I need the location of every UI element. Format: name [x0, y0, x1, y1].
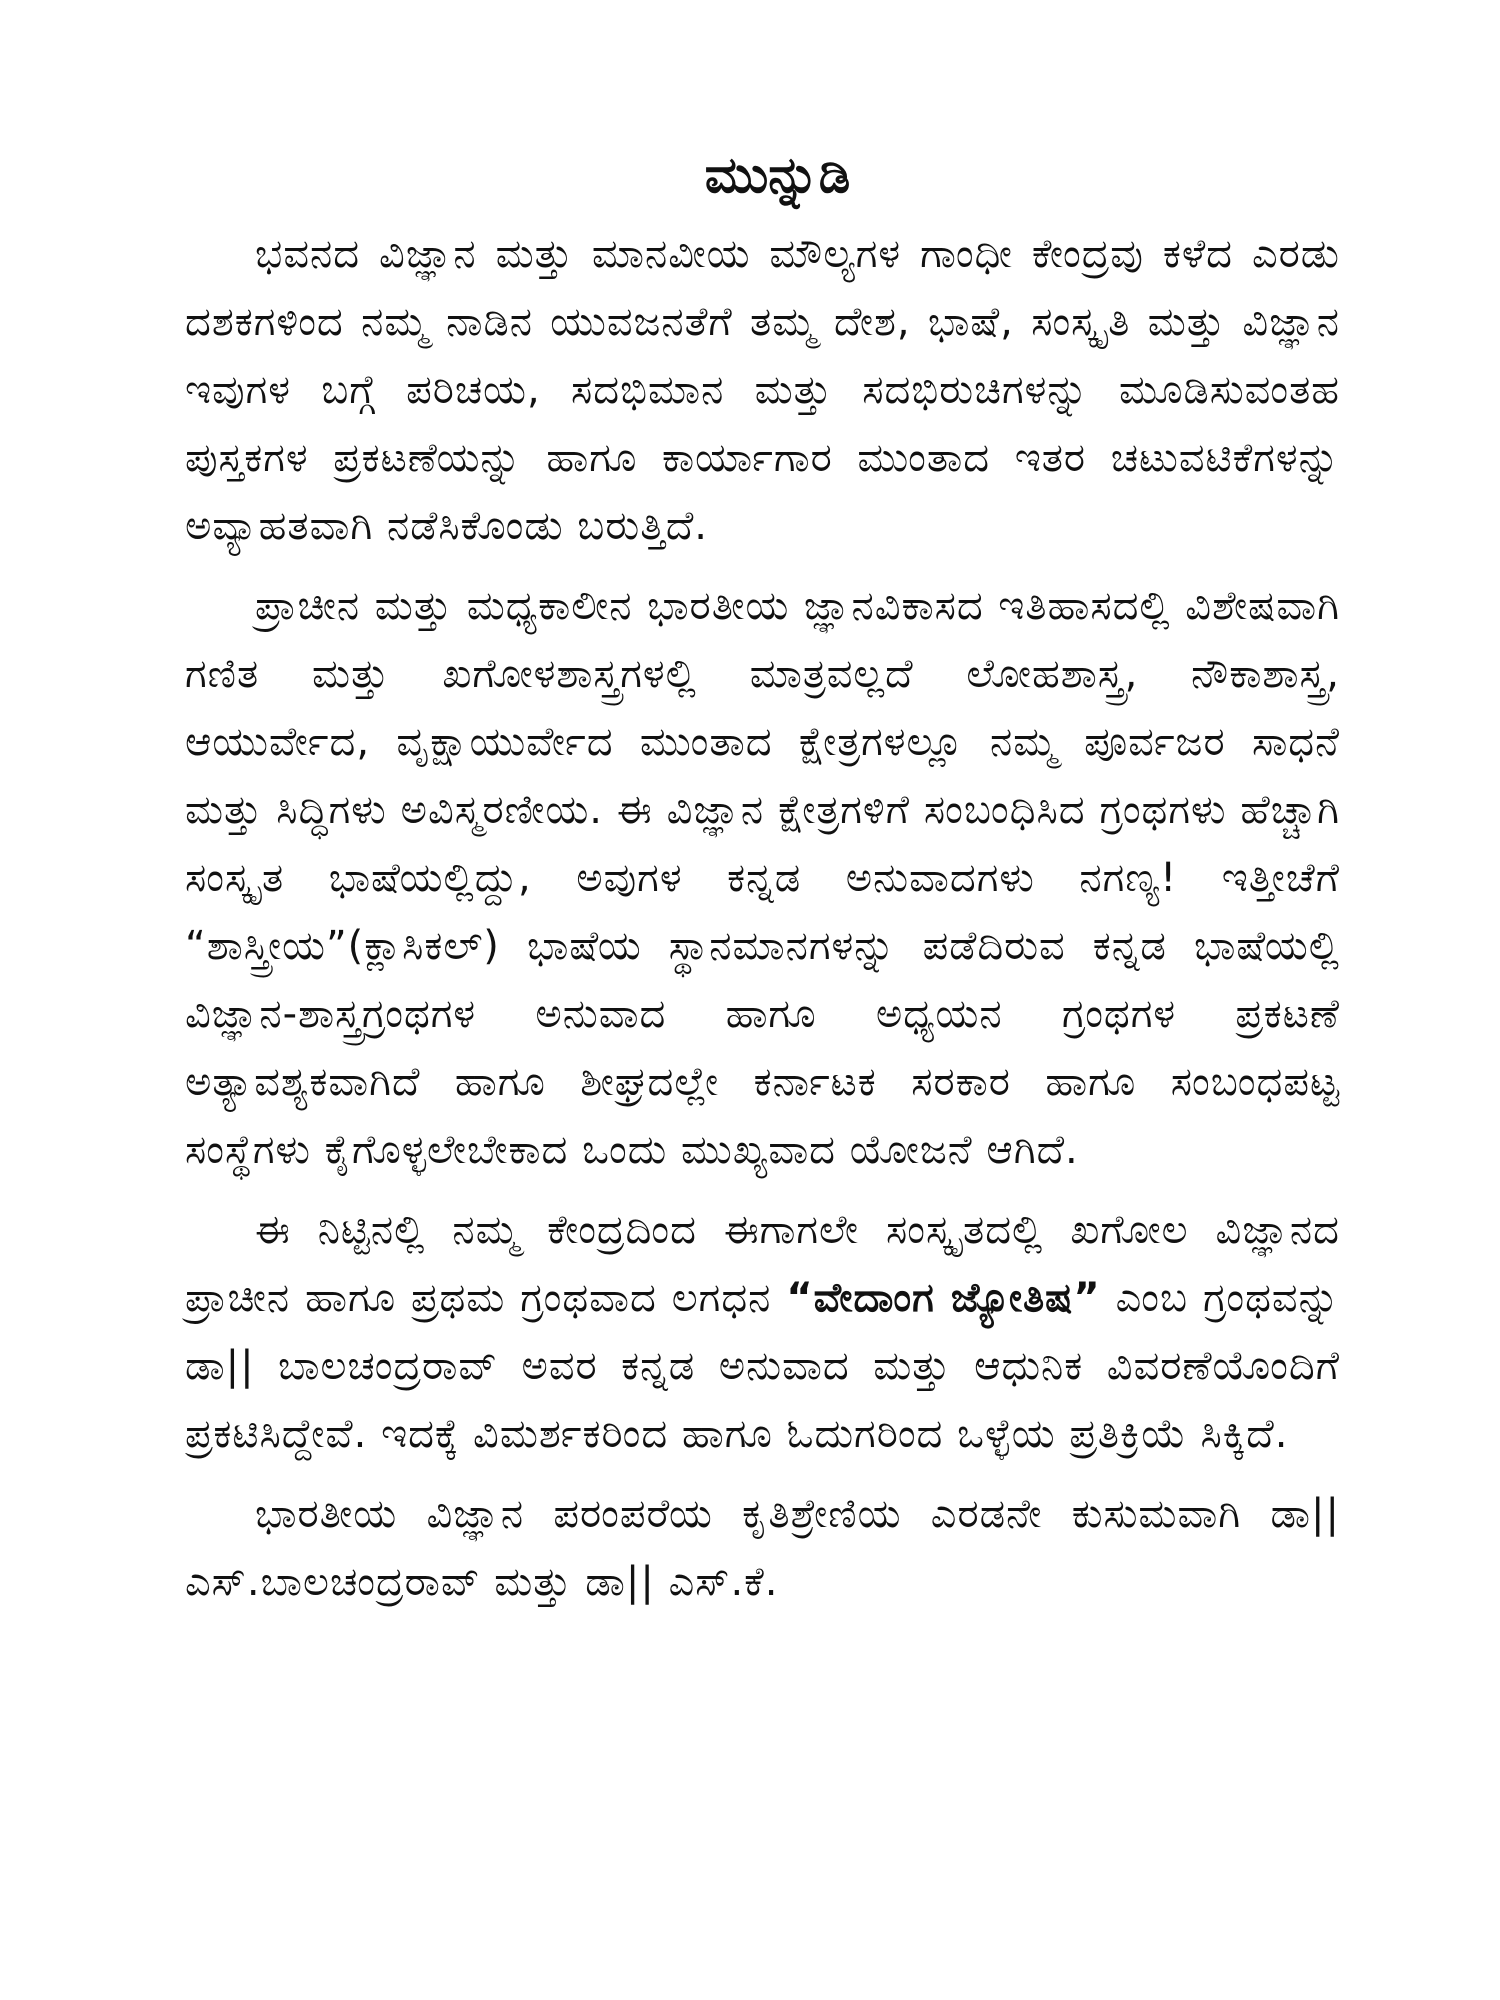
paragraph-1: ಭವನದ ವಿಜ್ಞಾನ ಮತ್ತು ಮಾನವೀಯ ಮೌಲ್ಯಗಳ ಗಾಂಧೀ ಕೇಂದ್ರವು ಕಳೆದ ಎರಡು ದಶಕಗಳಿಂದ ನಮ್ಮ ನಾಡಿನ ಯುವಜನತೆಗೆ ತಮ್ಮ ದೇಶ, ಭಾಷೆ, ಸಂಸ್ಕೃತಿ ಮತ್ತು ವಿಜ್ಞಾನ ಇವುಗಳ ಬಗ್ಗೆ ಪರಿಚಯ, ಸದಭಿಮಾನ ಮತ್ತು ಸದಭಿರುಚಿಗಳನ್ನು ಮೂಡಿಸುವಂತಹ ಪುಸ್ತಕಗಳ ಪ್ರಕಟಣೆಯನ್ನು ಹಾಗೂ ಕಾರ್ಯಾಗಾರ ಮುಂತಾದ ಇತರ ಚಟುವಟಿಕೆಗಳನ್ನು ಅವ್ಯಾಹತವಾಗಿ ನಡೆಸಿಕೊಂಡು ಬರುತ್ತಿದೆ.: [185, 231, 1340, 549]
paragraph-4: ಭಾರತೀಯ ವಿಜ್ಞಾನ ಪರಂಪರೆಯ ಕೃತಿಶ್ರೇಣಿಯ ಎರಡನೇ ಕುಸುಮವಾಗಿ ಡಾ|| ಎಸ್.ಬಾಲಚಂದ್ರರಾವ್ ಮತ್ತು ಡಾ|| ಎಸ್.ಕೆ.: [185, 1491, 1340, 1605]
paragraph-2: ಪ್ರಾಚೀನ ಮತ್ತು ಮಧ್ಯಕಾಲೀನ ಭಾರತೀಯ ಜ್ಞಾನವಿಕಾಸದ ಇತಿಹಾಸದಲ್ಲಿ ವಿಶೇಷವಾಗಿ ಗಣಿತ ಮತ್ತು ಖಗೋಳಶಾಸ್ತ್ರಗಳಲ್ಲಿ ಮಾತ್ರವಲ್ಲದೆ ಲೋಹಶಾಸ್ತ್ರ, ನೌಕಾಶಾಸ್ತ್ರ, ಆಯುರ್ವೇದ, ವೃಕ್ಷಾಯುರ್ವೇದ ಮುಂತಾದ ಕ್ಷೇತ್ರಗಳಲ್ಲೂ ನಮ್ಮ ಪೂರ್ವಜರ ಸಾಧನೆ ಮತ್ತು ಸಿದ್ಧಿಗಳು ಅವಿಸ್ಮರಣೀಯ. ಈ ವಿಜ್ಞಾನ ಕ್ಷೇತ್ರಗಳಿಗೆ ಸಂಬಂಧಿಸಿದ ಗ್ರಂಥಗಳು ಹೆಚ್ಚಾಗಿ ಸಂಸ್ಕೃತ ಭಾಷೆಯಲ್ಲಿದ್ದು, ಅವುಗಳ ಕನ್ನಡ ಅನುವಾದಗಳು ನಗಣ್ಯ! ಇತ್ತೀಚೆಗೆ “ಶಾಸ್ತ್ರೀಯ”(ಕ್ಲಾಸಿಕಲ್) ಭಾಷೆಯ ಸ್ಥಾನಮಾನಗಳನ್ನು ಪಡೆದಿರುವ ಕನ್ನಡ ಭಾಷೆಯಲ್ಲಿ ವಿಜ್ಞಾನ-ಶಾಸ್ತ್ರಗ್ರಂಥಗಳ ಅನುವಾದ ಹಾಗೂ ಅಧ್ಯಯನ ಗ್ರಂಥಗಳ ಪ್ರಕಟಣೆ ಅತ್ಯಾವಶ್ಯಕವಾಗಿದೆ ಹಾಗೂ ಶೀಘ್ರದಲ್ಲೇ ಕರ್ನಾಟಕ ಸರಕಾರ ಹಾಗೂ ಸಂಬಂಧಪಟ್ಟ ಸಂಸ್ಥೆಗಳು ಕೈಗೊಳ್ಳಲೇಬೇಕಾದ ಒಂದು ಮುಖ್ಯವಾದ ಯೋಜನೆ ಆಗಿದೆ.: [185, 583, 1340, 1173]
book-title-vedanga-jyotisha: “ವೇದಾಂಗ ಜ್ಯೋತಿಷ”: [786, 1275, 1101, 1321]
paragraph-3-text-before: ಈ ನಿಟ್ಟಿನಲ್ಲಿ ನಮ್ಮ ಕೇಂದ್ರದಿಂದ ಈಗಾಗಲೇ ಸಂಸ್ಕೃತದಲ್ಲಿ ಖಗೋಲ ವಿಜ್ಞಾನದ ಪ್ರಾಚೀನ ಹಾಗೂ ಪ್ರಥಮ ಗ್ರಂಥವಾದ ಲಗಧನ: [185, 1207, 1340, 1321]
paragraph-3: [185, 1196, 1340, 1468]
paragraph-3-text-after: ಎಂಬ ಗ್ರಂಥವನ್ನು ಡಾ|| ಬಾಲಚಂದ್ರರಾವ್ ಅವರ ಕನ್ನಡ ಅನುವಾದ ಮತ್ತು ಆಧುನಿಕ ವಿವರಣೆಯೊಂದಿಗೆ ಪ್ರಕಟಿಸಿದ್ದೇವೆ. ಇದಕ್ಕೆ ವಿಮರ್ಶಕರಿಂದ ಹಾಗೂ ಓದುಗರಿಂದ ಒಳ್ಳೆಯ ಪ್ರತಿಕ್ರಿಯೆ ಸಿಕ್ಕಿದೆ.: [185, 1275, 1340, 1457]
page-title: ಮುನ್ನುಡಿ: [704, 146, 851, 204]
document-page: [185, 140, 1340, 1616]
